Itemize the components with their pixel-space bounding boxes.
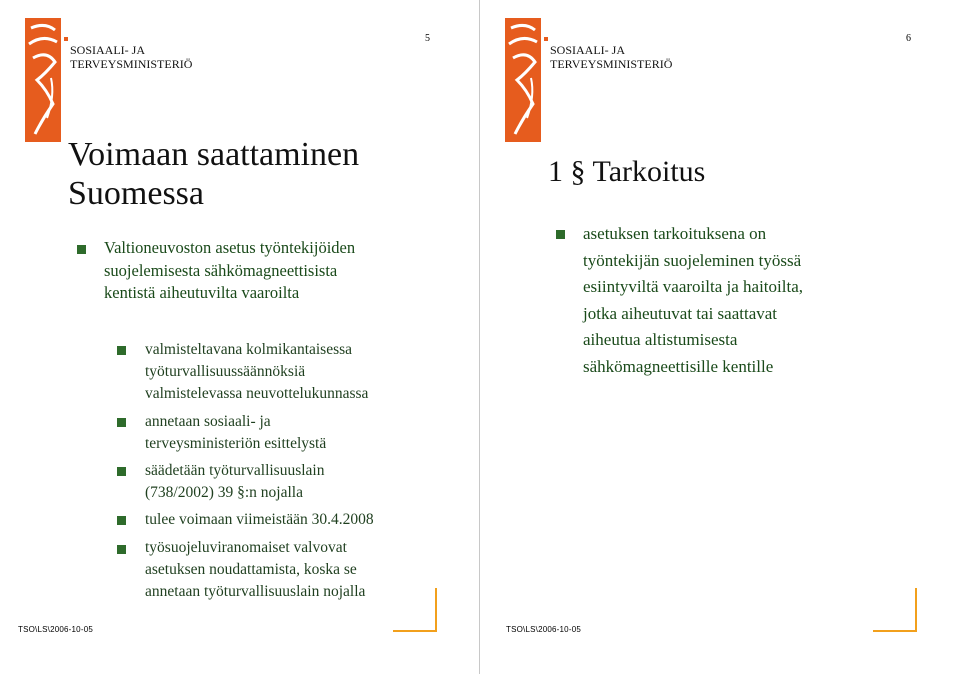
sub-bullet-text [145, 537, 365, 603]
bullet-line: kentistä aiheutuvilta vaaroilta [104, 283, 300, 302]
slide-6 [480, 0, 960, 674]
org-line: SOSIAALI- JA [70, 43, 145, 57]
square-bullet-icon [117, 516, 126, 525]
org-marker [544, 37, 548, 41]
bullet-line: valmisteltavana kolmikantaisessa [145, 341, 353, 358]
bullet-line: aiheutua altistumisesta [583, 330, 738, 349]
square-bullet-icon [117, 545, 126, 554]
bullet-line: työturvallisuussäännöksiä [145, 363, 306, 380]
title-line: Suomessa [68, 175, 204, 212]
bullet-line: asetuksen tarkoituksena on [583, 224, 767, 243]
square-bullet-icon [117, 418, 126, 427]
bullet-line: Valtioneuvoston asetus työntekijöiden [104, 238, 356, 257]
ministry-logo-icon [505, 18, 541, 142]
corner-decoration [393, 630, 437, 632]
square-bullet-icon [556, 230, 565, 239]
bullet-line: tulee voimaan viimeistään 30.4.2008 [145, 511, 374, 528]
bullet-line: annetaan sosiaali- ja [145, 413, 271, 430]
square-bullet-icon [117, 467, 126, 476]
slide-title: 1 § Tarkoitus [548, 155, 706, 188]
org-marker [64, 37, 68, 41]
page-number: 6 [906, 33, 911, 44]
slide-footer: TSO\LS\2006-10-05 [18, 625, 93, 634]
square-bullet-icon [117, 346, 126, 355]
bullet-line: asetuksen noudattamista, koska se [145, 561, 357, 578]
organization-name [550, 43, 672, 71]
organization-name [70, 43, 192, 71]
bullet-line: työsuojeluviranomaiset valvovat [145, 539, 347, 556]
sub-bullet-text [145, 411, 326, 455]
page-number: 5 [425, 33, 430, 44]
corner-decoration [873, 630, 917, 632]
bullet-text [583, 221, 803, 380]
bullet-line: annetaan työturvallisuuslain nojalla [145, 583, 366, 600]
corner-decoration [435, 588, 437, 632]
slide-footer: TSO\LS\2006-10-05 [506, 625, 581, 634]
slide-title [68, 135, 359, 213]
bullet-line: (738/2002) 39 §:n nojalla [145, 484, 303, 501]
main-bullet-text [104, 237, 355, 305]
bullet-line: jotka aiheutuvat tai saattavat [583, 303, 778, 323]
title-line: Voimaan saattaminen [68, 136, 360, 173]
bullet-line: säädetään työturvallisuuslain [145, 462, 325, 479]
org-line: SOSIAALI- JA [550, 43, 625, 57]
corner-decoration [915, 588, 917, 632]
square-bullet-icon [77, 245, 86, 254]
org-line: TERVEYSMINISTERIÖ [550, 57, 673, 71]
bullet-line: valmistelevassa neuvottelukunnassa [145, 385, 369, 402]
org-line: TERVEYSMINISTERIÖ [70, 57, 193, 71]
bullet-line: esiintyviltä vaaroilta ja haitoilta, [583, 277, 803, 296]
sub-bullet-text [145, 460, 325, 504]
sub-bullet-text [145, 339, 368, 405]
bullet-line: suojelemisesta sähkömagneettisista [104, 260, 338, 280]
bullet-line: työntekijän suojeleminen työssä [583, 250, 802, 270]
bullet-line: terveysministeriön esittelystä [145, 435, 327, 452]
sub-bullet-text [145, 509, 374, 531]
bullet-line: sähkömagneettisille kentille [583, 356, 774, 376]
ministry-logo-icon [25, 18, 61, 142]
